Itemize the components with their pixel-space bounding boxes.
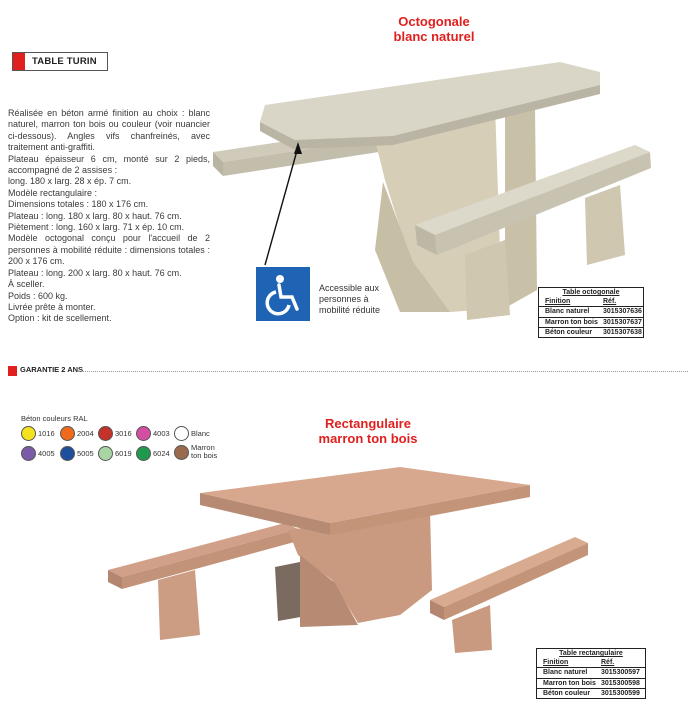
swatch-4005 xyxy=(21,446,55,461)
finish-cell: Marron ton bois xyxy=(545,318,598,326)
swatch-code: 6024 xyxy=(153,448,170,458)
swatch-code: 3016 xyxy=(115,428,132,438)
accessibility-text-line: personnes à xyxy=(319,294,369,304)
column-finish-header: Finition xyxy=(543,659,569,667)
wheelchair-icon xyxy=(256,267,310,321)
column-finish-header: Finition xyxy=(545,298,571,306)
swatch-dot xyxy=(60,446,75,461)
swatch-2004 xyxy=(60,426,94,441)
table-caption: Table rectangulaire xyxy=(559,650,623,657)
rectangular-reference-table xyxy=(536,648,646,699)
description-line: Plateau épaisseur 6 cm, monté sur 2 pieds, accompagné de 2 assises : xyxy=(8,153,210,176)
octagonal-heading-line1: Octogonale xyxy=(398,14,470,29)
color-chart-title: Béton couleurs RAL xyxy=(21,414,88,423)
swatch-1016 xyxy=(21,426,55,441)
swatch-code-line: ton bois xyxy=(191,451,218,460)
description-line: Plateau : long. 200 x larg. 80 x haut. 76 cm. xyxy=(8,267,182,278)
swatch-dot xyxy=(21,426,36,441)
swatch-dot xyxy=(21,446,36,461)
finish-cell: Béton couleur xyxy=(545,328,593,336)
octagonal-heading-line2: blanc naturel xyxy=(393,29,475,44)
description-line: Piètement : long. 160 x larg. 71 x ép. 10 cm. xyxy=(8,222,185,233)
swatch-code: Blanc xyxy=(191,428,210,438)
ref-cell: 3015307637 xyxy=(603,318,642,326)
swatch-dot xyxy=(60,426,75,441)
swatch-4003 xyxy=(136,426,170,441)
description-line: Réalisée en béton armé finition au choix : blanc naturel, marron ton bois ou couleur (voir nuancier ci-dessous). Angles vifs chanfreinés, avec traitement anti-graffiti. xyxy=(8,108,210,153)
swatch-code: 4003 xyxy=(153,428,170,438)
description-line: Livrée prête à monter. xyxy=(8,301,96,312)
column-ref-header: Réf. xyxy=(601,659,615,667)
table-row xyxy=(537,667,645,677)
column-ref-header: Réf. xyxy=(603,298,617,306)
octagonal-reference-table xyxy=(538,287,644,338)
red-marker xyxy=(8,366,17,376)
finish-cell: Blanc naturel xyxy=(543,669,588,677)
finish-cell: Blanc naturel xyxy=(545,308,590,316)
table-row xyxy=(539,317,643,327)
ref-cell: 3015307638 xyxy=(603,328,642,336)
swatch-3016 xyxy=(98,426,132,441)
product-tag-label: TABLE TURIN xyxy=(32,56,97,67)
table-caption: Table octogonale xyxy=(562,289,620,296)
table-row xyxy=(539,306,643,316)
swatch-code: 1016 xyxy=(38,428,55,438)
ref-cell: 3015300599 xyxy=(601,689,640,697)
swatch-dot xyxy=(136,426,151,441)
swatch-dot xyxy=(98,426,113,441)
ref-cell: 3015307636 xyxy=(603,308,642,316)
swatch-code: 2004 xyxy=(77,428,94,438)
table-row xyxy=(537,678,645,688)
rectangular-heading-line2: marron ton bois xyxy=(318,431,418,446)
table-row xyxy=(537,688,645,698)
product-description xyxy=(8,108,210,325)
divider xyxy=(78,371,688,372)
description-line: À sceller. xyxy=(8,279,45,290)
swatch-code: 5005 xyxy=(77,448,94,458)
description-line: Dimensions totales : 180 x 176 cm. xyxy=(8,199,149,210)
red-marker xyxy=(13,53,25,70)
finish-cell: Marron ton bois xyxy=(543,679,596,687)
guarantee-bar xyxy=(8,366,688,376)
finish-cell: Béton couleur xyxy=(543,689,591,697)
accessibility-text-line: mobilité réduite xyxy=(319,305,381,315)
ref-cell: 3015300597 xyxy=(601,669,640,677)
rectangular-heading-line1: Rectangulaire xyxy=(325,416,411,431)
description-line: Modèle rectangulaire : xyxy=(8,187,98,198)
table-row xyxy=(539,327,643,337)
table-header xyxy=(537,658,645,667)
swatch-blanc xyxy=(174,426,210,441)
description-line: long. 180 x larg. 28 x ép. 7 cm. xyxy=(8,176,132,187)
swatch-code: 6019 xyxy=(115,448,132,458)
accessibility-text-line: Accessible aux xyxy=(319,283,380,293)
description-line: Modèle octogonal conçu pour l'accueil de 2 personnes à mobilité réduite : dimensions totales : 200 x 176 cm. xyxy=(8,233,210,267)
accessibility-text xyxy=(319,283,409,316)
rectangular-table-image xyxy=(100,455,590,655)
ref-cell: 3015300598 xyxy=(601,679,640,687)
swatch-code-line: Marron xyxy=(191,443,215,452)
description-line: Plateau : long. 180 x larg. 80 x haut. 76 cm. xyxy=(8,210,182,221)
swatch-5005 xyxy=(60,446,94,461)
guarantee-label: GARANTIE 2 ANS xyxy=(20,365,84,374)
rectangular-heading xyxy=(306,416,430,446)
swatch-dot xyxy=(174,426,189,441)
table-header xyxy=(539,297,643,306)
description-line: Option : kit de scellement. xyxy=(8,313,112,324)
swatch-code: 4005 xyxy=(38,448,55,458)
product-tag xyxy=(12,52,108,71)
octagonal-heading xyxy=(380,14,488,44)
description-line: Poids : 600 kg. xyxy=(8,290,68,301)
